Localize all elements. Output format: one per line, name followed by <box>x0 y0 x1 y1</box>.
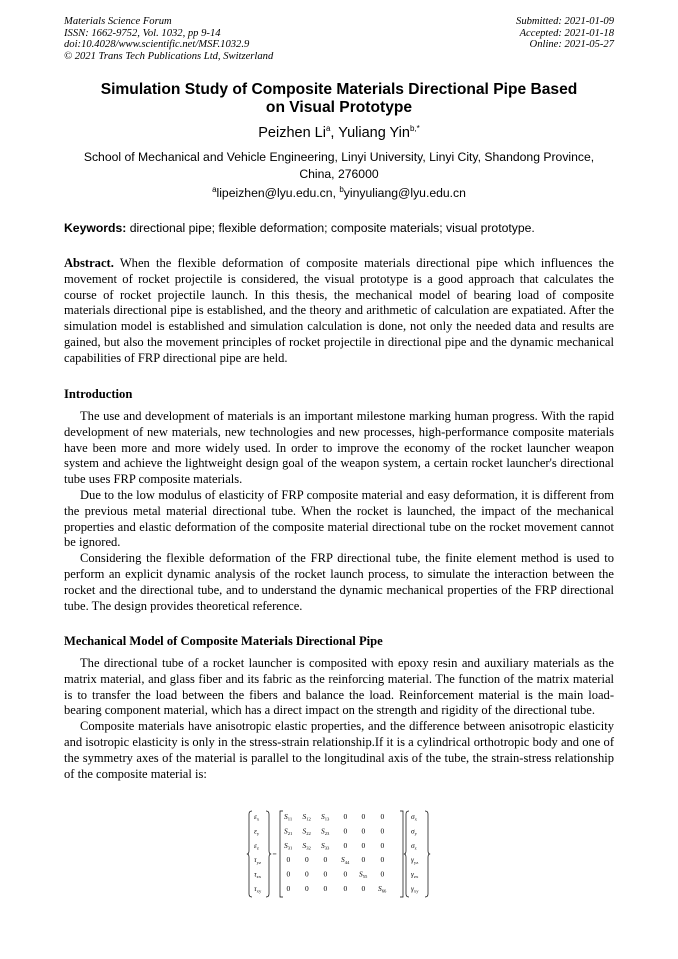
compliance-entry-symbol: 0 <box>323 884 328 893</box>
compliance-entry-symbol: 0 <box>361 840 366 850</box>
compliance-entry <box>381 812 385 821</box>
equals-sign: = <box>272 849 277 859</box>
compliance-entry-symbol: S <box>284 812 288 821</box>
stress-component-symbol: σ <box>411 826 415 836</box>
compliance-entry <box>344 841 348 850</box>
copyright-line: © 2021 Trans Tech Publications Ltd, Switzerland <box>64 50 274 62</box>
section-heading: Mechanical Model of Composite Materials Directional Pipe <box>64 634 383 648</box>
compliance-entry-symbol: 0 <box>361 812 366 821</box>
paper-title <box>64 81 614 117</box>
compliance-entry-symbol: 0 <box>305 869 309 879</box>
compliance-entry <box>381 826 385 835</box>
compliance-entry-symbol: 0 <box>323 869 328 879</box>
compliance-entry-subscript: 44 <box>344 859 350 865</box>
compliance-entry <box>287 870 291 879</box>
compliance-entry <box>362 812 366 821</box>
left-brace <box>266 811 271 897</box>
author-emails <box>64 185 614 201</box>
online-date: Online: 2021-05-27 <box>529 39 614 51</box>
strain-component <box>254 855 261 865</box>
strain-component-subscript: yz <box>256 859 261 865</box>
compliance-entry-symbol: 0 <box>361 884 366 893</box>
compliance-entry-subscript: 23 <box>324 831 330 836</box>
abstract-text: When the flexible deformation of composite materials directional pipe which influences the movement of rocket projectile is considered, the visual prototype is a good approach that calculates the course of rocket projectile launch. In this thesis, the mechanical model of bearing load of composite materials directional pipe is established, and the theory and arithmetic of calculation are expatiated. After the simulation model is established and simulation calculation is done, not only the needed data and results are gained, but also the movement principles of rocket projectile in directional pipe and the dynamic mechanical capabilities of FRP directional pipe are held. <box>64 256 614 365</box>
affiliation-line-2: China, 276000 <box>299 166 379 181</box>
stress-component-subscript: xy <box>413 888 419 894</box>
abstract <box>64 256 614 367</box>
compliance-entry <box>303 841 312 851</box>
abstract-label: Abstract. <box>64 256 114 270</box>
compliance-entry-symbol: S <box>284 826 288 836</box>
compliance-entry-subscript: 21 <box>287 831 293 836</box>
compliance-entry <box>381 855 385 864</box>
compliance-entry-subscript: 31 <box>287 845 293 851</box>
journal-info <box>64 16 273 62</box>
author-affiliation-mark: a <box>325 124 331 134</box>
compliance-entry-symbol: 0 <box>343 884 348 893</box>
compliance-entry-symbol: S <box>284 840 288 850</box>
left-brace <box>247 811 252 897</box>
strain-component <box>254 870 262 880</box>
compliance-entry <box>284 826 293 836</box>
stress-component <box>411 841 417 851</box>
compliance-entry-symbol: 0 <box>380 869 385 879</box>
strain-stress-equation <box>246 810 432 898</box>
stress-component <box>411 855 418 865</box>
compliance-entry-symbol: 0 <box>305 855 309 865</box>
compliance-entry-symbol: S <box>321 840 325 850</box>
email-separator: , <box>332 186 340 200</box>
compliance-entry-symbol: S <box>302 840 307 850</box>
compliance-entry-symbol: 0 <box>343 812 348 821</box>
paragraph: Composite materials have anisotropic elastic properties, and the difference between anisotropic elasticity and isotropic elasticity is only in the stress-strain relationship.If it is a cylindrical orthotropic body and one of the symmetry axes of the material is parallel to the longitudinal axis of the tube, the strain-stress relationship of the composite material is: <box>64 719 614 781</box>
compliance-entry-subscript: 66 <box>381 888 387 894</box>
introduction-body <box>64 409 614 614</box>
email-mark: b <box>339 184 344 194</box>
strain-component-subscript: xy <box>256 888 262 894</box>
compliance-entry-symbol: 0 <box>286 855 291 865</box>
affiliation-line-1: School of Mechanical and Vehicle Engineering, Linyi University, Linyi City, Shandong Province, <box>83 150 595 164</box>
equation-graphic <box>246 810 432 898</box>
strain-component-subscript: y <box>256 831 260 836</box>
paragraph: Due to the low modulus of elasticity of FRP composite material and easy deformation, it is different from the previous metal material directional tube. When the rocket is launched, the impact of the mechanical properties and elastic deformation of the composite material directional tube on the rocket movement cannot be ignored. <box>64 487 614 550</box>
title-line-1: Simulation Study of Composite Materials Directional Pipe Based <box>100 81 578 98</box>
submitted-date: Submitted: 2021-01-09 <box>516 16 614 27</box>
paragraph: The directional tube of a rocket launcher is composited with epoxy resin and auxiliary materials as the matrix material, and glass fiber and its fabric as the reinforcing material. The function of the matrix material is to transfer the load between the fibers and balance the load. Reinforcement material is the main load-bearing component material, which has a direct impact on the strength and rigidity of the directional tube. <box>64 656 614 718</box>
compliance-entry <box>284 841 293 851</box>
strain-component <box>254 841 259 851</box>
compliance-entry <box>341 855 350 865</box>
accepted-date: Accepted: 2021-01-18 <box>519 27 614 39</box>
stress-component <box>411 870 419 880</box>
stress-component-symbol: γ <box>411 869 414 879</box>
strain-component-subscript: z <box>256 845 259 851</box>
stress-component-subscript: z <box>414 845 417 851</box>
compliance-entry <box>362 841 366 850</box>
compliance-entry <box>321 841 330 851</box>
strain-component-symbol: τ <box>254 884 257 893</box>
compliance-entry-symbol: 0 <box>380 840 385 850</box>
compliance-entry-symbol: S <box>321 826 325 836</box>
issn-line: ISSN: 1662-9752, Vol. 1032, pp 9-14 <box>64 27 221 39</box>
strain-component-symbol: τ <box>254 869 257 879</box>
compliance-entry <box>324 870 328 879</box>
compliance-entry-symbol: 0 <box>343 869 348 879</box>
compliance-entry <box>303 826 312 836</box>
right-brace <box>425 811 430 897</box>
publication-dates <box>516 16 614 51</box>
compliance-entry <box>362 884 366 893</box>
compliance-entry-symbol: 0 <box>305 884 309 893</box>
compliance-entry <box>344 812 348 821</box>
compliance-entry-symbol: 0 <box>286 884 291 893</box>
compliance-entry-symbol: 0 <box>343 840 348 850</box>
compliance-entry-symbol: S <box>321 812 325 821</box>
stress-component-subscript: y <box>414 831 417 836</box>
compliance-entry <box>324 855 328 864</box>
strain-component-symbol: τ <box>254 855 257 865</box>
compliance-entry-symbol: 0 <box>323 855 328 865</box>
stress-component-subscript: zx <box>413 874 419 880</box>
matrix-bracket <box>280 811 283 897</box>
compliance-entry <box>344 826 348 835</box>
compliance-entry-subscript: 12 <box>306 816 311 822</box>
stress-component-symbol: γ <box>411 884 414 893</box>
compliance-entry-symbol: S <box>359 869 363 879</box>
strain-component <box>254 884 262 894</box>
compliance-entry <box>381 841 385 850</box>
compliance-entry-symbol: 0 <box>380 855 385 865</box>
compliance-entry-symbol: 0 <box>361 855 366 865</box>
paragraph: Considering the flexible deformation of the FRP directional tube, the finite element method is used to perform an explicit dynamic analysis of the rocket launch process, to simulate the interaction between the rocket and the directional tube, and to understand the dynamic mechanical properties of the FRP directional tube. The design provides theoretical reference. <box>64 551 614 613</box>
compliance-entry-symbol: 0 <box>361 826 366 836</box>
author-affiliation-mark: b,* <box>409 124 420 134</box>
stress-component <box>411 884 419 894</box>
compliance-entry-symbol: S <box>302 812 307 821</box>
strain-component-symbol: ε <box>254 812 257 821</box>
keywords-label: Keywords: <box>64 221 127 235</box>
keywords <box>64 220 614 236</box>
stress-component-subscript: x <box>414 816 417 822</box>
email-link[interactable]: yinyuliang@lyu.edu.cn <box>343 186 466 200</box>
strain-component-subscript: x <box>256 816 260 822</box>
stress-component-subscript: yz <box>413 859 419 865</box>
stress-component <box>411 812 418 822</box>
strain-component-symbol: ε <box>254 826 257 836</box>
author-separator: , <box>330 125 339 141</box>
title-line-2: on Visual Prototype <box>265 99 413 116</box>
right-brace <box>404 811 409 897</box>
strain-component-symbol: ε <box>254 840 257 850</box>
equation-cells <box>254 812 419 894</box>
stress-component-symbol: γ <box>411 855 414 865</box>
compliance-entry <box>324 884 328 893</box>
strain-component-subscript: zx <box>256 874 261 880</box>
compliance-entry <box>287 855 291 864</box>
compliance-entry <box>359 870 368 880</box>
compliance-entry <box>303 812 312 822</box>
author-name: Peizhen Li <box>258 125 326 141</box>
stress-component <box>411 826 418 836</box>
compliance-entry-symbol: S <box>302 826 307 836</box>
compliance-entry-symbol: 0 <box>286 869 291 879</box>
compliance-entry <box>287 884 291 893</box>
affiliation <box>64 149 614 182</box>
compliance-entry-subscript: 11 <box>287 816 293 822</box>
compliance-entry <box>362 826 366 835</box>
compliance-entry-symbol: 0 <box>343 826 348 836</box>
section-heading: Introduction <box>64 387 133 401</box>
compliance-entry <box>344 884 348 893</box>
compliance-entry-symbol: 0 <box>380 812 385 821</box>
compliance-entry-symbol: S <box>341 855 345 865</box>
journal-name: Materials Science Forum <box>64 16 172 27</box>
keywords-text: directional pipe; flexible deformation; composite materials; visual prototype. <box>126 221 535 235</box>
compliance-entry-subscript: 33 <box>324 845 330 851</box>
author-list <box>64 124 614 142</box>
compliance-entry-subscript: 32 <box>306 845 311 851</box>
author-name: Yuliang Yin <box>338 125 410 141</box>
compliance-entry <box>321 826 330 836</box>
compliance-entry <box>321 812 330 822</box>
compliance-entry <box>305 855 309 864</box>
compliance-entry-symbol: 0 <box>380 826 385 836</box>
doi-line: doi:10.4028/www.scientific.net/MSF.1032.9 <box>64 39 250 51</box>
compliance-entry <box>305 870 309 879</box>
strain-component <box>254 826 260 836</box>
compliance-entry <box>305 884 309 893</box>
stress-component-symbol: σ <box>411 840 415 850</box>
compliance-entry-subscript: 55 <box>362 874 368 880</box>
mechanical-model-body <box>64 656 614 782</box>
compliance-entry-subscript: 13 <box>324 816 330 822</box>
compliance-entry <box>344 870 348 879</box>
compliance-entry <box>284 812 293 822</box>
compliance-entry-subscript: 22 <box>306 831 311 836</box>
compliance-entry <box>381 870 385 879</box>
email-link[interactable]: lipeizhen@lyu.edu.cn <box>216 186 333 200</box>
compliance-entry <box>378 884 387 894</box>
compliance-entry <box>362 855 366 864</box>
stress-component-symbol: σ <box>411 812 415 821</box>
matrix-bracket <box>400 811 403 897</box>
paragraph: The use and development of materials is an important milestone marking human progress. With the rapid development of new materials, new technologies and new processes, high-performance composite materials have been more and more widely used. In order to improve the economy of the rocket launcher weapon system and achieve the lightweight design goal of the weapon system, a certain rocket launcher's directional tube uses FRP composite materials. <box>64 409 614 487</box>
email-mark: a <box>212 184 217 194</box>
compliance-entry-symbol: S <box>378 884 382 893</box>
strain-component <box>254 812 260 822</box>
